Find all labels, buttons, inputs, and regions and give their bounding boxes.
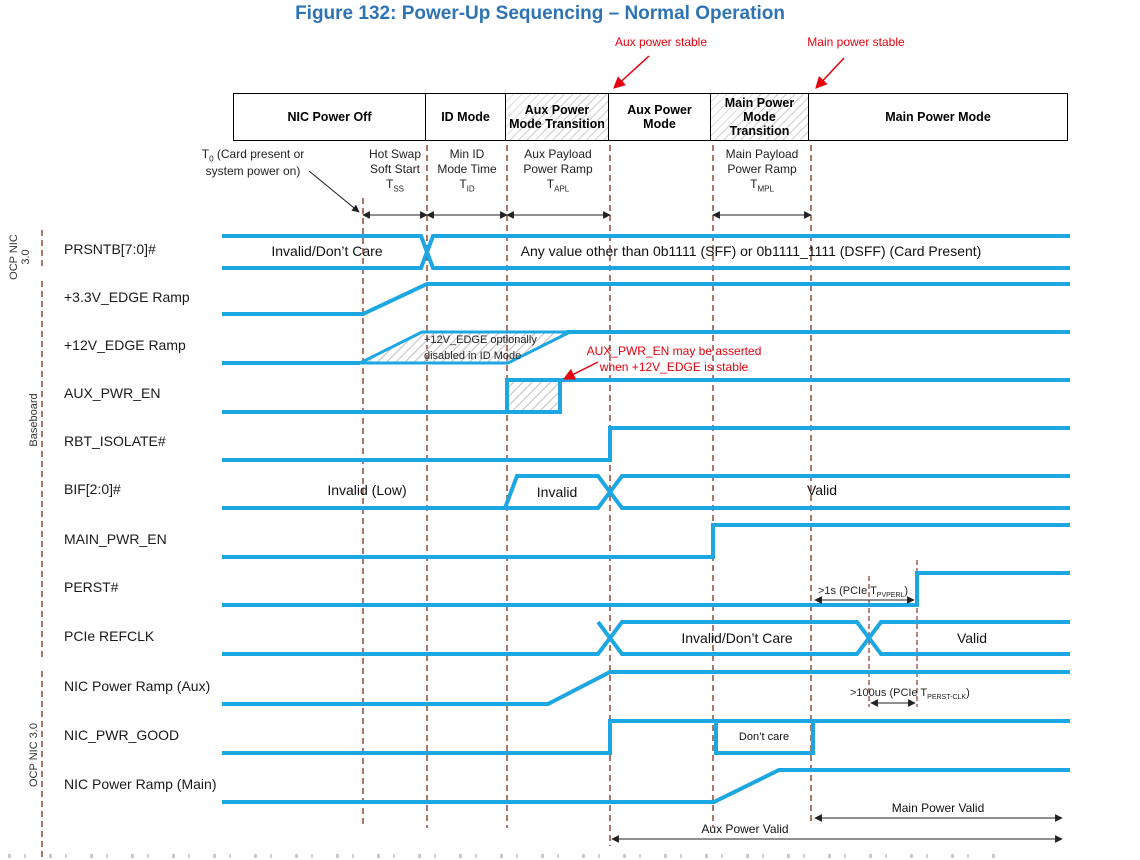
- t0-pointer-arrow: [309, 171, 359, 212]
- phase-cell-aux-mode: Aux Power Mode: [609, 94, 711, 140]
- wave-aux-pwr-en: [222, 380, 1070, 412]
- cropped-text-remnant: [8, 854, 1008, 858]
- tapl-label: Aux Payload Power Ramp $T_{APL}$: [523, 147, 593, 194]
- figure-title: Figure 132: Power-Up Sequencing – Normal Operation: [295, 3, 785, 24]
- signal-label-nic-ramp-main: NIC Power Ramp (Main): [64, 776, 217, 792]
- wave-nic-pwr-good: [222, 721, 1070, 753]
- wave-rbt-isolate: [222, 428, 1070, 460]
- signal-label-prsntb: PRSNTB[7:0]#: [64, 241, 156, 257]
- main-power-stable-label: Main power stable: [807, 35, 905, 49]
- wave-main-pwr-en: [222, 525, 1070, 557]
- bif-invalid-low-text: Invalid (Low): [327, 482, 407, 498]
- main-stable-arrow: [816, 58, 844, 88]
- signal-label-aux-pwr-en: AUX_PWR_EN: [64, 385, 161, 401]
- bif-valid-text: Valid: [806, 482, 838, 498]
- tss-label: Hot Swap Soft Start $T_{SS}$: [368, 147, 422, 194]
- group-label-ocp-nic-top: OCP NIC 3.0: [7, 234, 32, 280]
- pwr-good-dont-care-text: Don’t care: [738, 731, 790, 743]
- timeline-arrows: [309, 171, 1062, 839]
- perst-timing-note: >1s (PCIe $T_{PVPERL}$): [818, 585, 909, 600]
- signal-label-pcie-refclk: PCIe REFCLK: [64, 628, 155, 644]
- t0-label: $T_0$ (Card present or system power on): [201, 147, 305, 179]
- main-power-valid-label: Main Power Valid: [891, 801, 985, 815]
- phase-cell-nic-power-off: NIC Power Off: [234, 94, 426, 140]
- prsntb-invalid-text: Invalid/Don’t Care: [271, 243, 383, 259]
- phase-cell-id-mode: ID Mode: [426, 94, 506, 140]
- signal-label-3v3-edge: +3.3V_EDGE Ramp: [64, 289, 190, 305]
- phase-header-table: [233, 93, 1068, 141]
- signal-label-nic-ramp-aux: NIC Power Ramp (Aux): [64, 678, 211, 694]
- wave-pcie-refclk: [222, 622, 1070, 654]
- tid-label: Min ID Mode Time $T_{ID}$: [437, 147, 497, 194]
- 12v-optional-note: +12V_EDGE optionally disabled in ID Mode: [424, 334, 537, 362]
- phase-cell-main-transition: Main Power Mode Transition: [711, 94, 809, 140]
- phase-cell-main-mode: Main Power Mode: [885, 110, 991, 124]
- refclk-invalid-text: Invalid/Don’t Care: [681, 630, 793, 646]
- wave-nic-ramp-main: [222, 770, 1070, 802]
- aux-power-stable-label: Aux power stable: [614, 35, 708, 49]
- tmpl-label: Main Payload Power Ramp $T_{MPL}$: [725, 147, 799, 194]
- phase-cell-aux-transition: Aux Power Mode Transition: [506, 94, 609, 140]
- bif-invalid-text: Invalid: [536, 484, 578, 500]
- wave-3v3-edge: [222, 284, 1070, 314]
- signal-label-perst: PERST#: [64, 579, 119, 595]
- signal-label-bif: BIF[2:0]#: [64, 481, 121, 497]
- aux-en-note: AUX_PWR_EN may be asserted when +12V_EDGE is stable: [586, 344, 762, 375]
- signal-label-12v-edge: +12V_EDGE Ramp: [64, 337, 186, 353]
- aux-power-valid-label: Aux Power Valid: [701, 822, 789, 836]
- wave-perst: [222, 573, 1070, 605]
- signal-label-nic-pwr-good: NIC_PWR_GOOD: [64, 727, 180, 743]
- signal-label-main-pwr-en: MAIN_PWR_EN: [64, 531, 167, 547]
- refclk-timing-note: >100us (PCIe $T_{PERST-CLK}$): [850, 687, 970, 702]
- refclk-valid-text: Valid: [956, 630, 988, 646]
- signal-waves: [222, 236, 1070, 802]
- signal-label-rbt-isolate: RBT_ISOLATE#: [64, 433, 166, 449]
- group-label-ocp-nic-bottom: OCP NIC 3.0: [27, 723, 40, 787]
- aux-stable-arrow: [614, 56, 649, 88]
- prsntb-any-value-text: Any value other than 0b1111 (SFF) or 0b1111_1111 (DSFF) (Card Present): [520, 243, 982, 259]
- group-label-baseboard: Baseboard: [27, 393, 40, 447]
